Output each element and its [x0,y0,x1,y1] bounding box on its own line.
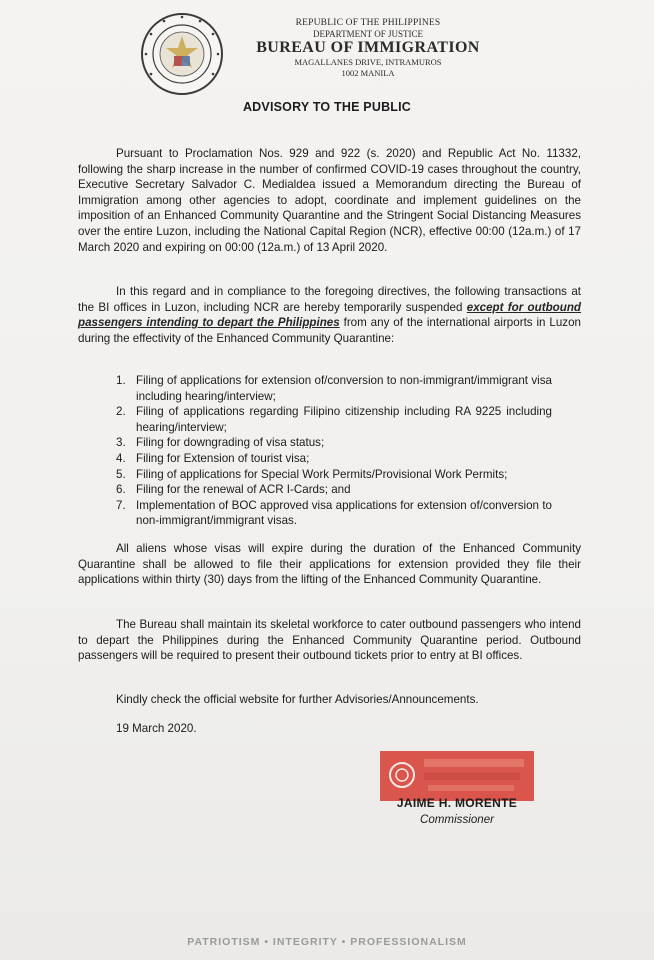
letterhead-bureau: BUREAU OF IMMIGRATION [256,39,480,56]
list-item-text: Implementation of BOC approved visa applications for extension of/conversion to non-immigrant/immigrant visas. [136,498,552,528]
letterhead [226,18,510,78]
list-item-number: 7. [116,498,126,512]
list-item-number: 3. [116,436,126,450]
list-item [116,435,552,451]
list-item-number: 1. [116,374,126,387]
list-item-text: Filing for Extension of tourist visa; [136,451,310,465]
paragraph-visa-extension: All aliens whose visas will expire during the duration of the Enhanced Community Quarantine shall be allowed to file their applications for extension provided they file their applications within thirty (30) days from the lifting of the Enhanced Community Quarantine. [78,542,581,587]
bureau-seal-icon [140,12,224,96]
paragraph-suspension [78,284,581,346]
paragraph-suspension-tail: from any of the international airports in Luzon during the effectivity of the Enhanced Community Quarantine: [78,316,581,345]
suspended-transactions-list [116,373,552,529]
letterhead-address: MAGALLANES DRIVE, INTRAMUROS [294,57,442,67]
list-item-number: 4. [116,451,126,465]
document-date: 19 March 2020. [116,722,197,735]
emphasis-outbound-exception: except for outbound passengers intending to depart the Philippines [78,300,581,330]
signatory-title: Commissioner [419,813,495,826]
list-item-number: 5. [116,467,126,481]
stamp-smudge [428,785,514,791]
stamp-seal-icon [388,761,416,789]
letterhead-city: 1002 MANILA [341,68,395,78]
list-item [116,498,552,529]
list-item [116,451,552,467]
list-item [116,482,552,498]
list-item-text: Filing for the renewal of ACR I-Cards; and [136,483,351,497]
stamp-smudge [424,773,520,780]
list-item [116,467,552,483]
stamp-smudge [424,759,524,767]
signature-stamp [380,751,534,801]
paragraph-website-notice: Kindly check the official website for further Advisories/Announcements. [116,693,479,706]
list-item-text: Filing for downgrading of visa status; [136,436,325,450]
list-item-text: Filing of applications for Special Work Permits/Provisional Work Permits; [136,467,508,481]
list-item [116,373,552,404]
letterhead-republic: REPUBLIC OF THE PHILIPPINES [295,18,441,28]
paragraph-suspension-lead: In this regard and in compliance to the foregoing directives, the following transactions at the BI offices in Luzon, including NCR are hereby temporarily suspended [78,285,581,314]
list-item-text: Filing of applications for extension of/conversion to non-immigrant/immigrant visa including hearing/interview; [136,374,552,403]
list-item-text: Filing of applications regarding Filipino citizenship including RA 9225 including hearing/interview; [136,405,552,434]
page-title: ADVISORY TO THE PUBLIC [242,100,412,114]
letterhead-department: DEPARTMENT OF JUSTICE [313,29,423,39]
signatory-name: JAIME H. MORENTE [396,796,518,810]
paragraph-proclamation: Pursuant to Proclamation Nos. 929 and 922 (s. 2020) and Republic Act No. 11332, following the sharp increase in the number of confirmed COVID-19 cases throughout the country, Executive Secretary Salvador C. Medialdea issued a Memorandum directing the Bureau of Immigration among other agencies to adopt, coordinate and implement guidelines on the imposition of an Enhanced Community Quarantine and the Stringent Social Distancing Measures over the entire Luzon, including the National Capital Region (NCR), effective 00:00 (12a.m.) of 17 March 2020 and expiring on 00:00 (12a.m.) of 13 April 2020. [78,147,581,254]
paragraph-workforce: The Bureau shall maintain its skeletal workforce to cater outbound passengers who intend to depart the Philippines during the Enhanced Community Quarantine period. Outbound passengers will be required to present their outbound tickets prior to entry at BI offices. [78,618,581,663]
list-item [116,404,552,435]
list-item-number: 6. [116,483,126,497]
footer-motto: PATRIOTISM • INTEGRITY • PROFESSIONALISM [187,936,467,948]
list-item-number: 2. [116,405,126,419]
